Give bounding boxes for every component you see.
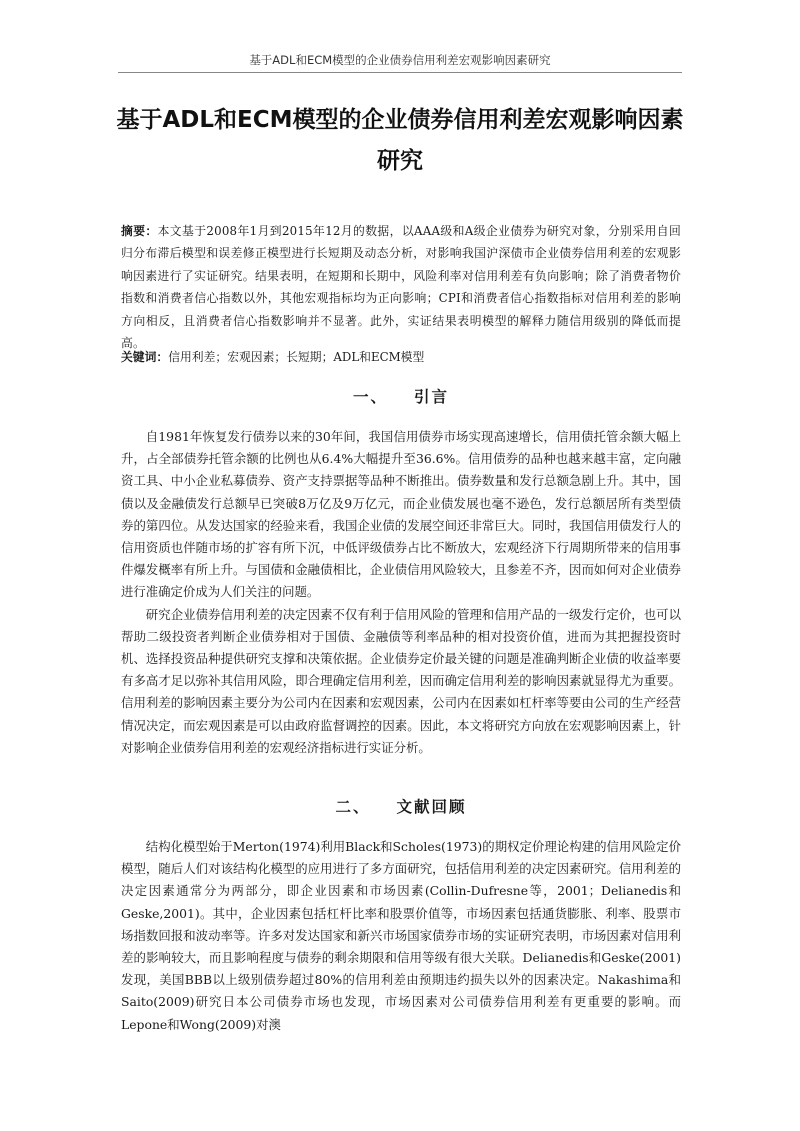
- header-divider: [118, 72, 682, 73]
- keywords: [121, 346, 681, 368]
- section-body-introduction: [121, 426, 681, 759]
- section-title: 引言: [414, 387, 450, 406]
- section-number: 二、: [335, 797, 371, 816]
- section-heading-introduction: [121, 385, 681, 407]
- abstract-label: 摘要：: [121, 224, 158, 238]
- section-body-literature-review: [121, 836, 681, 1036]
- section-number: 一、: [352, 387, 388, 406]
- abstract: [121, 220, 681, 354]
- paper-title: 基于ADL和ECM模型的企业债券信用利差宏观影响因素研究: [116, 107, 684, 174]
- section-title: 文献回顾: [396, 797, 467, 816]
- abstract-text: 本文基于2008年1月到2015年12月的数据，以AAA级和A级企业债券为研究对象，分别采用自回归分布滞后模型和误差修正模型进行长短期及动态分析，对影响我国沪深债市企业债券信用利差的宏观影响因素进行了实证研究。结果表明，在短期和长期中，风险利率对信用利差有负向影响；除了消费者物价指数和消费者信心指数以外，其他宏观指标均为正向影响；CPI和消费者信心指数指标对信用利差的影响方向相反，且消费者信心指数影响并不显著。此外，实证结果表明模型的解释力随信用级别的降低而提高。: [121, 224, 681, 351]
- running-header: 基于ADL和ECM模型的企业债券信用利差宏观影响因素研究: [249, 53, 551, 67]
- section-heading-literature-review: [121, 795, 681, 817]
- keywords-text: 信用利差；宏观因素；长短期；ADL和ECM模型: [168, 350, 425, 364]
- keywords-label: 关键词：: [121, 350, 169, 364]
- paragraph: 研究企业债券信用利差的决定因素不仅有利于信用风险的管理和信用产品的一级发行定价，也可以帮助二级投资者判断企业债券相对于国债、金融债等利率品种的相对投资价值，进而为其把握投资时机、选择投资品种提供研究支撑和决策依据。企业债券定价最关键的问题是准确判断企业债的收益率要有多高才足以弥补其信用风险，即合理确定信用利差，因而确定信用利差的影响因素就显得尤为重要。信用利差的影响因素主要分为公司内在因素和宏观因素，公司内在因素如杠杆率等要由公司的生产经营情况决定，而宏观因素是可以由政府监督调控的因素。因此，本文将研究方向放在宏观影响因素上，针对影响企业债券信用利差的宏观经济指标进行实证分析。: [121, 606, 681, 755]
- paragraph: 自1981年恢复发行债券以来的30年间，我国信用债券市场实现高速增长，信用债托管余额大幅上升，占全部债券托管余额的比例也从6.4%大幅提升至36.6%。信用债券的品种也越来越丰富，定向融资工具、中小企业私募债券、资产支持票据等品种不断推出。债券数量和发行总额急剧上升。其中，国债以及金融债发行总额早已突破8万亿及9万亿元，而企业债发展也毫不逊色，发行总额居所有类型债券的第四位。从发达国家的经验来看，我国企业债的发展空间还非常巨大。同时，我国信用债发行人的信用资质也伴随市场的扩容有所下沉，中低评级债券占比不断放大，宏观经济下行周期所带来的信用事件爆发概率有所上升。与国债和金融债相比，企业债信用风险较大，且参差不齐，因而如何对企业债券进行准确定价成为人们关注的问题。: [121, 429, 681, 600]
- paragraph: 结构化模型始于Merton(1974)利用Black和Scholes(1973)的期权定价理论构建的信用风险定价模型，随后人们对该结构化模型的应用进行了多方面研究，包括信用利差的决定因素研究。信用利差的决定因素通常分为两部分，即企业因素和市场因素(Collin-Dufresne等，2001；Delianedis和Geske,2001)。其中，企业因素包括杠杆比率和股票价值等，市场因素包括通货膨胀、利率、股票市场指数回报和波动率等。许多对发达国家和新兴市场国家债券市场的实证研究表明，市场因素对信用利差的影响较大，而且影响程度与债券的剩余期限和信用等级有很大关联。Delianedis和Geske(2001)发现，美国BBB以上级别债券超过80%的信用利差由预期违约损失以外的因素决定。Nakashima和Saito(2009)研究日本公司债券市场也发现，市场因素对公司债券信用利差有更重要的影响。而Lepone和Wong(2009)对澳: [121, 839, 681, 1032]
